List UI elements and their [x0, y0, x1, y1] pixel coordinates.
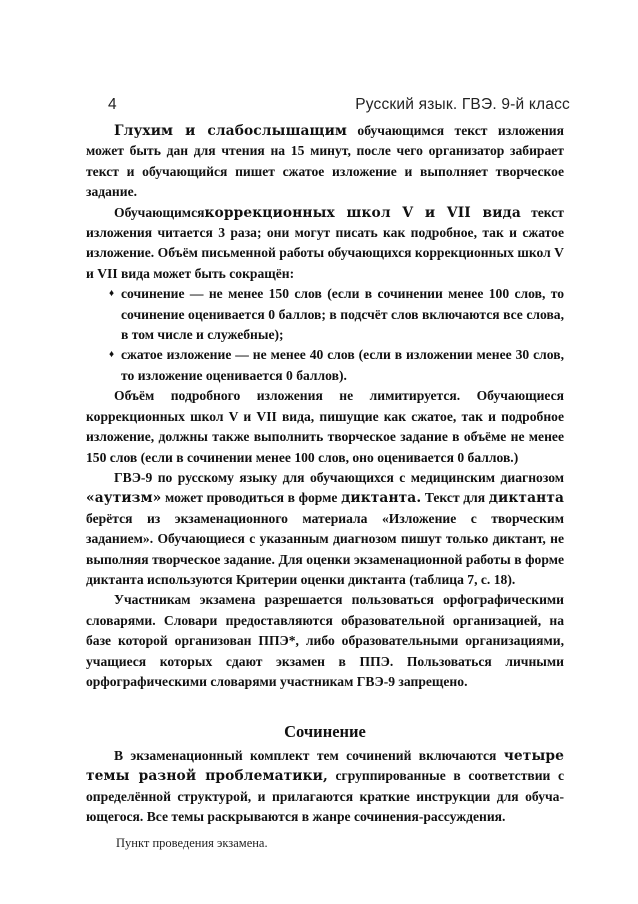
section-title: Сочинение: [284, 722, 366, 741]
bullet-list: [86, 284, 564, 386]
paragraph-text: может проводиться в форме: [161, 490, 342, 506]
list-item-text: сжатое изложение — не менее 40 слов (если в изложении менее 30 слов, то изложение оценивается 0 баллов).: [121, 347, 564, 383]
list-item-text: сочинение — не менее 150 слов (если в сочинении менее 100 слов, то сочинение оценивается 0 баллов; в подсчёт слов включаются все слова, в том числе и служебные);: [121, 286, 564, 343]
paragraph-text: обучающимся текст изложения может быть дан для чтения на 15 минут, после чего организатор забирает текст и обучающийся пишет сжатое изложение и выполняет творческое задание.: [86, 123, 564, 200]
highlight-dictation-2: диктанта: [488, 490, 565, 507]
highlight-deaf: Глухим и слабослышащим: [114, 123, 347, 139]
section-text: [86, 746, 564, 828]
paragraph-text: сгруппированные в соответствии с определённой структурой, и прилагаются краткие инструкции для обучающегося. Все темы раскрываются в жанре сочинения-рассуждения.: [86, 768, 564, 825]
main-text: [86, 121, 564, 692]
paragraph-autism: [86, 468, 564, 590]
paragraph-text: ГВЭ-9 по русскому языку для обучающихся с медицинским диагнозом: [114, 469, 564, 485]
highlight-correctional: коррекционных школ V и VII вида: [204, 204, 521, 221]
paragraph-detailed: Объём подробного изложения не лимитируется. Обучающиеся коррекционных школ V и VII вида, пишущие как сжатое, так и подробное изложение, должны также выполнить творческое задание в объёме не менее 150 слов (если в сочинении менее 100 слов, оно оценивается 0 баллов.): [86, 388, 564, 465]
paragraph-dictionaries: Участникам экзамена разрешается пользоваться орфографическими словарями. Словари предоставляются образовательной организацией, на базе которой организован ППЭ*, либо образовательными организациями, учащиеся которых сдают экзамен в ППЭ. Пользоваться личными орфографическими словарями участникам ГВЭ-9 запрещено.: [86, 592, 564, 689]
paragraph-text: Текст для: [421, 490, 489, 506]
diamond-bullet-icon: ♦: [109, 288, 115, 300]
page-header: [100, 96, 570, 116]
paragraph-text: Обучающимся: [114, 204, 205, 220]
paragraph-essay: [86, 746, 564, 828]
paragraph-correctional: [86, 203, 564, 285]
page-number: 4: [108, 96, 117, 113]
list-item: [86, 284, 564, 345]
footnote: Пункт проведения экзамена.: [116, 836, 268, 850]
paragraph-text: В экзаменационный комплект тем сочинений включаются: [114, 748, 504, 763]
list-item: [86, 345, 564, 386]
highlight-dictation: диктанта.: [341, 490, 422, 507]
paragraph-text: берётся из экзаменационного материала «Изложение с творческим заданием». Обучающиеся с указанным диагнозом пишут только диктант, не выполняя творческое задание. Для оценки экзаменационной работы в форме диктанта используются Критерии оценки диктанта (таблица 7, с. 18).: [86, 510, 564, 587]
highlight-autism: «аутизм»: [86, 490, 162, 507]
paragraph-text: текст изложения читается 3 раза; они могут писать как подробное, так и сжатое изложение. Объём письменной работы обучающихся коррекционных школ V и VII вида может быть сокращён:: [86, 204, 564, 281]
paragraph-deaf: [86, 121, 564, 203]
diamond-bullet-icon: ♦: [109, 349, 115, 361]
running-title: Русский язык. ГВЭ. 9-й класс: [355, 96, 570, 113]
highlight-topics: четыре темы разной проблематики,: [86, 748, 564, 785]
